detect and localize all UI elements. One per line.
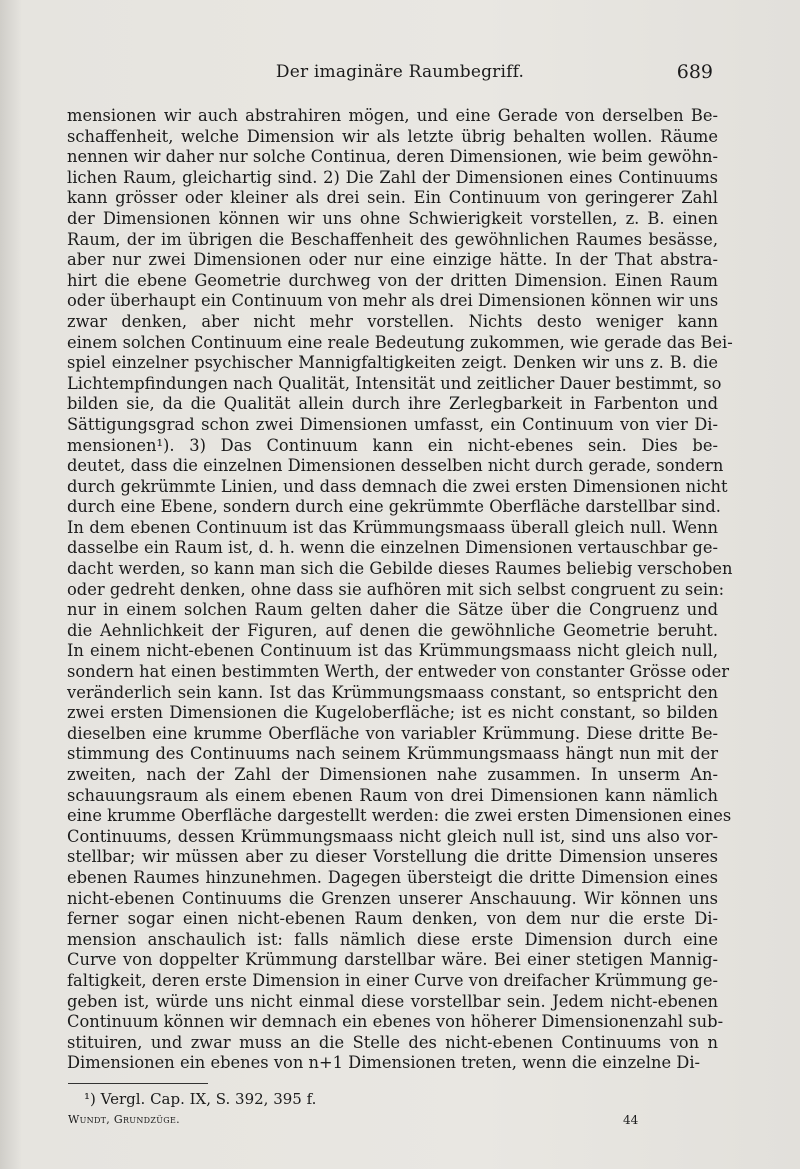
text-line: dasselbe ein Raum ist, d. h. wenn die einzelnen Dimensionen vertauschbar ge- [67, 538, 718, 558]
text-line: oder gedreht denken, ohne dass sie aufhören mit sich selbst congruent zu sein: [67, 579, 725, 599]
text-line: mensionen¹). 3) Das Continuum kann ein nicht-ebenes sein. Dies be- [67, 435, 718, 455]
text-line: hirt die ebene Geometrie durchweg von der dritten Dimension. Einen Raum [67, 270, 718, 290]
text-line: Lichtempfindungen nach Qualität, Intensität und zeitlicher Dauer bestimmt, so [67, 373, 722, 393]
text-line: stimmung des Continuums nach seinem Krümmungsmaass hängt nun mit der [67, 744, 718, 764]
text-line: nennen wir daher nur solche Continua, deren Dimensionen, wie beim gewöhn- [67, 147, 718, 167]
printer-signature: Wundt, Grundzüge. [68, 1113, 180, 1126]
text-line: geben ist, würde uns nicht einmal diese vorstellbar sein. Jedem nicht-ebenen [67, 991, 718, 1011]
text-line: nur in einem solchen Raum gelten daher die Sätze über die Congruenz und [67, 600, 718, 620]
text-line: eine krumme Oberfläche dargestellt werden: die zwei ersten Dimensionen eines [67, 806, 732, 826]
text-line: dieselben eine krumme Oberfläche von variabler Krümmung. Diese dritte Be- [67, 723, 718, 743]
footnote-rule [68, 1083, 208, 1084]
text-line: bilden sie, da die Qualität allein durch ihre Zerlegbarkeit in Farbenton und [67, 394, 718, 414]
text-line: nicht-ebenen Continuums die Grenzen unserer Anschauung. Wir können uns [67, 888, 718, 908]
text-line: lichen Raum, gleichartig sind. 2) Die Zahl der Dimensionen eines Continuums [67, 167, 718, 187]
text-line: mensionen wir auch abstrahiren mögen, und eine Gerade von derselben Be- [67, 106, 718, 125]
text-line: aber nur zwei Dimensionen oder nur eine einzige hätte. In der That abstra- [67, 250, 718, 270]
text-line: Raum, der im übrigen die Beschaffenheit des gewöhnlichen Raumes besässe, [67, 229, 718, 249]
text-line: die Aehnlichkeit der Figuren, auf denen die gewöhnliche Geometrie beruht. [67, 620, 718, 640]
text-line: In einem nicht-ebenen Continuum ist das Krümmungsmaass nicht gleich null, [67, 641, 718, 661]
text-line: In dem ebenen Continuum ist das Krümmungsmaass überall gleich null. Wenn [67, 517, 718, 537]
text-line: durch eine Ebene, sondern durch eine gekrümmte Oberfläche darstellbar sind. [67, 497, 721, 517]
text-line: schaffenheit, welche Dimension wir als letzte übrig behalten wollen. Räume [67, 126, 718, 146]
text-line: Sättigungsgrad schon zwei Dimensionen umfasst, ein Continuum von vier Di- [67, 414, 718, 434]
text-line: deutet, dass die einzelnen Dimensionen desselben nicht durch gerade, sondern [67, 456, 724, 476]
text-line: faltigkeit, deren erste Dimension in einer Curve von dreifacher Krümmung ge- [67, 970, 718, 990]
text-line: Continuums, dessen Krümmungsmaass nicht gleich null ist, sind uns also vor- [67, 826, 718, 846]
text-line: ebenen Raumes hinzunehmen. Dagegen übersteigt die dritte Dimension eines [67, 867, 718, 887]
text-line: veränderlich sein kann. Ist das Krümmungsmaass constant, so entspricht den [67, 682, 718, 702]
text-line: zweiten, nach der Zahl der Dimensionen nahe zusammen. In unserm An- [67, 765, 718, 784]
text-line: stituiren, und zwar muss an die Stelle des nicht-ebenen Continuums von n [67, 1032, 718, 1052]
text-line: sondern hat einen bestimmten Werth, der entweder von constanter Grösse oder [67, 662, 730, 682]
body-text [67, 106, 733, 1074]
sheet-number: 44 [623, 1113, 639, 1127]
text-line: kann grösser oder kleiner als drei sein. Ein Continuum von geringerer Zahl [67, 188, 718, 208]
text-line: stellbar; wir müssen aber zu dieser Vorstellung die dritte Dimension unseres [67, 847, 718, 867]
page-number: 689 [676, 61, 713, 83]
footnote: ¹) Vergl. Cap. IX, S. 392, 395 f. [84, 1090, 317, 1108]
text-line: spiel einzelner psychischer Mannigfaltigkeiten zeigt. Denken wir uns z. B. die [67, 353, 718, 373]
text-line: Curve von doppelter Krümmung darstellbar wäre. Bei einer stetigen Mannig- [67, 950, 718, 970]
text-line: zwar denken, aber nicht mehr vorstellen. Nichts desto weniger kann [67, 311, 718, 331]
text-line: dacht werden, so kann man sich die Gebilde dieses Raumes beliebig verschoben [67, 559, 733, 579]
text-line: Continuum können wir demnach ein ebenes von höherer Dimensionenzahl sub- [67, 1012, 724, 1032]
running-head-title: Der imaginäre Raumbegriff. [275, 62, 525, 82]
text-line: zwei ersten Dimensionen die Kugeloberfläche; ist es nicht constant, so bilden [67, 703, 718, 723]
text-line: ferner sogar einen nicht-ebenen Raum denken, von dem nur die erste Di- [67, 909, 718, 929]
text-line: oder überhaupt ein Continuum von mehr als drei Dimensionen können wir uns [67, 291, 719, 311]
text-line: mension anschaulich ist: falls nämlich diese erste Dimension durch eine [67, 929, 718, 949]
text-line: schauungsraum als einem ebenen Raum von drei Dimensionen kann nämlich [67, 785, 718, 805]
text-line: Dimensionen ein ebenes von n+1 Dimensionen treten, wenn die einzelne Di- [67, 1053, 701, 1073]
text-line: der Dimensionen können wir uns ohne Schwierigkeit vorstellen, z. B. einen [67, 208, 718, 228]
text-line: durch gekrümmte Linien, und dass demnach die zwei ersten Dimensionen nicht [67, 476, 728, 496]
text-line: einem solchen Continuum eine reale Bedeutung zukommen, wie gerade das Bei- [67, 332, 733, 352]
